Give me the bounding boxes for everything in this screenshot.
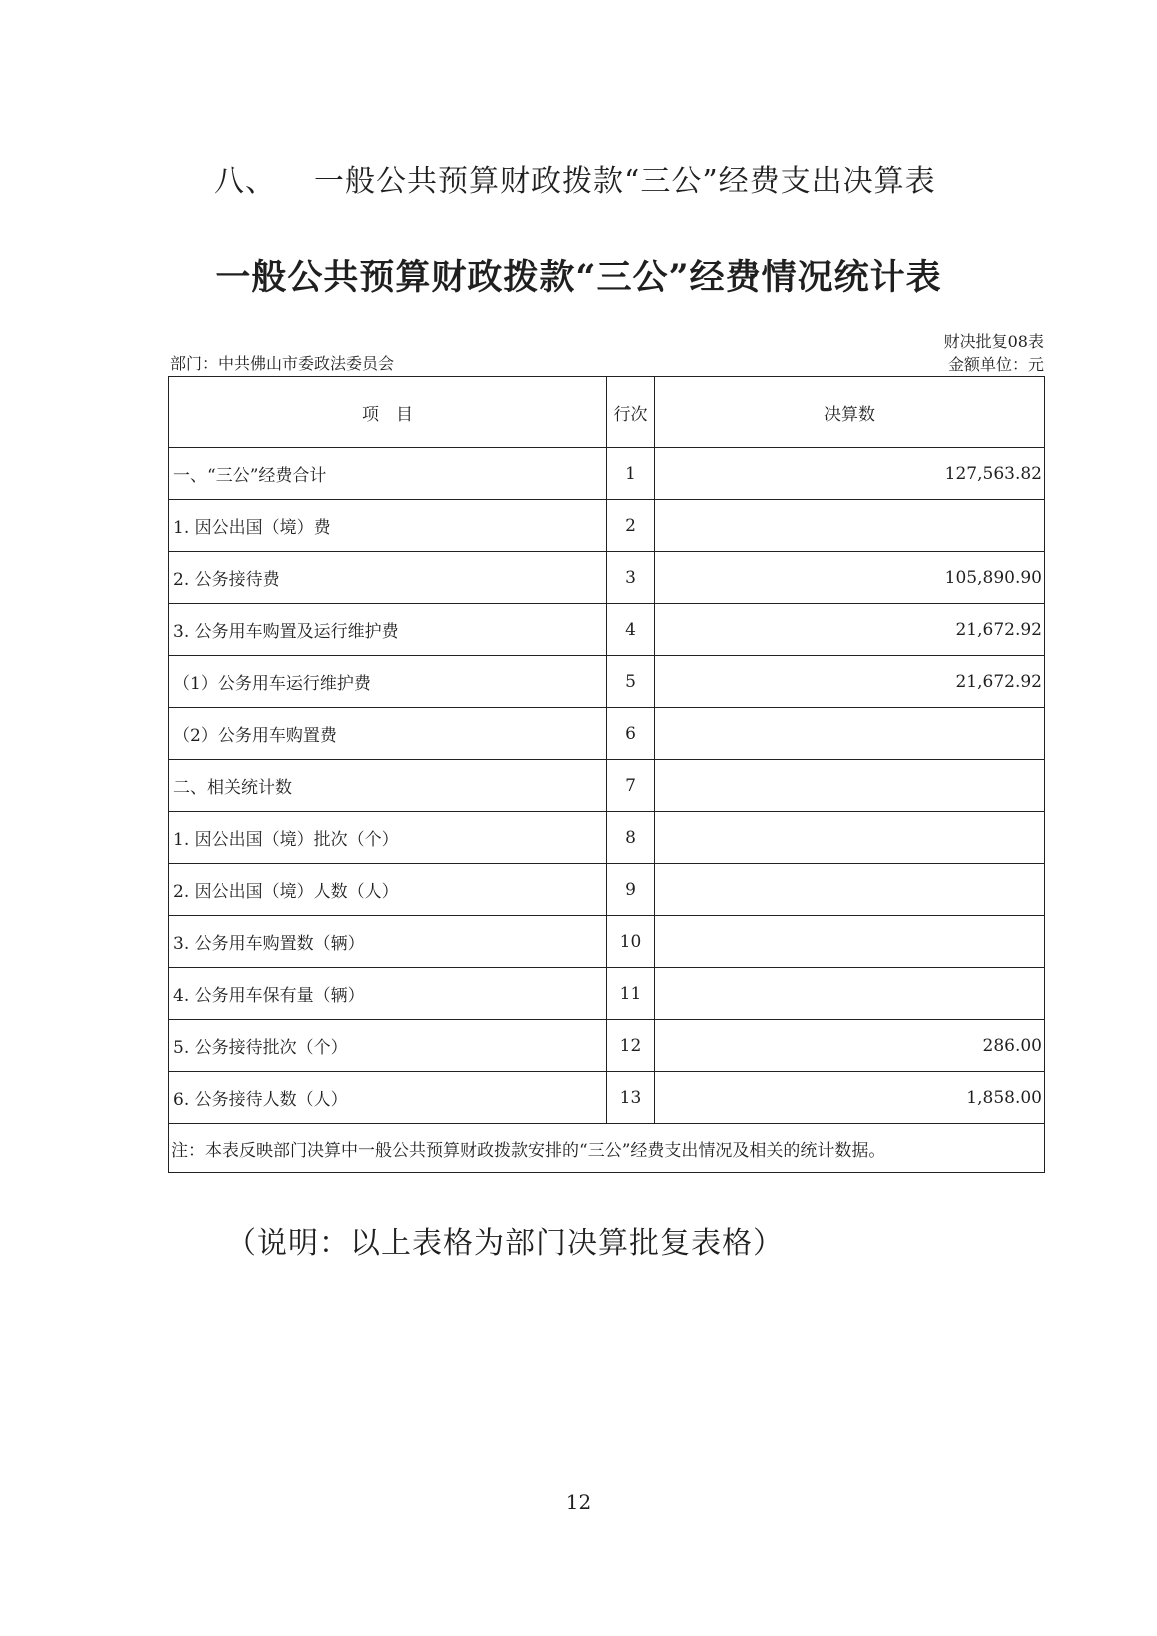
form-code: 财决批复08表 — [943, 332, 1044, 351]
row-number: 4 — [607, 604, 655, 656]
table-row — [169, 1072, 1045, 1124]
row-amount: 105,890.90 — [655, 552, 1045, 604]
row-amount — [655, 968, 1045, 1020]
row-item: （1）公务用车运行维护费 — [169, 656, 607, 708]
row-item: 5. 公务接待批次（个） — [169, 1020, 607, 1072]
table-note: 注：本表反映部门决算中一般公共预算财政拨款安排的“三公”经费支出情况及相关的统计数据。 — [169, 1124, 1045, 1173]
row-amount — [655, 916, 1045, 968]
table-row — [169, 656, 1045, 708]
row-amount — [655, 760, 1045, 812]
row-amount: 127,563.82 — [655, 448, 1045, 500]
row-amount — [655, 864, 1045, 916]
row-item: （2）公务用车购置费 — [169, 708, 607, 760]
header-row-no: 行次 — [607, 377, 655, 448]
row-number: 1 — [607, 448, 655, 500]
table-row — [169, 760, 1045, 812]
row-number: 8 — [607, 812, 655, 864]
row-number: 3 — [607, 552, 655, 604]
row-item: 2. 因公出国（境）人数（人） — [169, 864, 607, 916]
table-note-row — [169, 1124, 1045, 1173]
row-amount — [655, 500, 1045, 552]
page-number: 12 — [565, 1490, 592, 1514]
row-item: 1. 因公出国（境）批次（个） — [169, 812, 607, 864]
table-row — [169, 552, 1045, 604]
amount-unit: 金额单位：元 — [947, 355, 1044, 374]
row-amount — [655, 812, 1045, 864]
row-number: 2 — [607, 500, 655, 552]
row-item: 二、相关统计数 — [169, 760, 607, 812]
table-row — [169, 500, 1045, 552]
table-row — [169, 604, 1045, 656]
row-item: 3. 公务用车购置及运行维护费 — [169, 604, 607, 656]
table-row — [169, 864, 1045, 916]
row-item: 6. 公务接待人数（人） — [169, 1072, 607, 1124]
row-item: 2. 公务接待费 — [169, 552, 607, 604]
table-row — [169, 708, 1045, 760]
stats-table — [168, 376, 1045, 1173]
row-amount: 21,672.92 — [655, 604, 1045, 656]
row-number: 6 — [607, 708, 655, 760]
row-item: 1. 因公出国（境）费 — [169, 500, 607, 552]
table-header-row — [169, 377, 1045, 448]
row-item: 一、“三公”经费合计 — [169, 448, 607, 500]
header-item: 项 目 — [169, 377, 607, 448]
row-item: 4. 公务用车保有量（辆） — [169, 968, 607, 1020]
table-row — [169, 812, 1045, 864]
table-row — [169, 968, 1045, 1020]
section-number: 八、 — [214, 164, 276, 199]
form-meta — [944, 330, 1044, 376]
table-row — [169, 1020, 1045, 1072]
row-amount — [655, 708, 1045, 760]
row-item: 3. 公务用车购置数（辆） — [169, 916, 607, 968]
row-number: 12 — [607, 1020, 655, 1072]
table-row — [169, 916, 1045, 968]
department-label: 部门：中共佛山市委政法委员会 — [170, 354, 395, 373]
row-number: 10 — [607, 916, 655, 968]
table-title: 一般公共预算财政拨款“三公”经费情况统计表 — [215, 257, 942, 298]
row-number: 11 — [607, 968, 655, 1020]
row-number: 5 — [607, 656, 655, 708]
row-amount: 286.00 — [655, 1020, 1045, 1072]
row-number: 7 — [607, 760, 655, 812]
section-heading-text: 一般公共预算财政拨款“三公”经费支出决算表 — [314, 164, 936, 199]
table-row — [169, 448, 1045, 500]
header-amount: 决算数 — [655, 377, 1045, 448]
section-heading — [214, 156, 936, 200]
row-number: 13 — [607, 1072, 655, 1124]
explanation-text: （说明：以上表格为部门决算批复表格） — [226, 1226, 784, 1261]
row-number: 9 — [607, 864, 655, 916]
row-amount: 1,858.00 — [655, 1072, 1045, 1124]
row-amount: 21,672.92 — [655, 656, 1045, 708]
